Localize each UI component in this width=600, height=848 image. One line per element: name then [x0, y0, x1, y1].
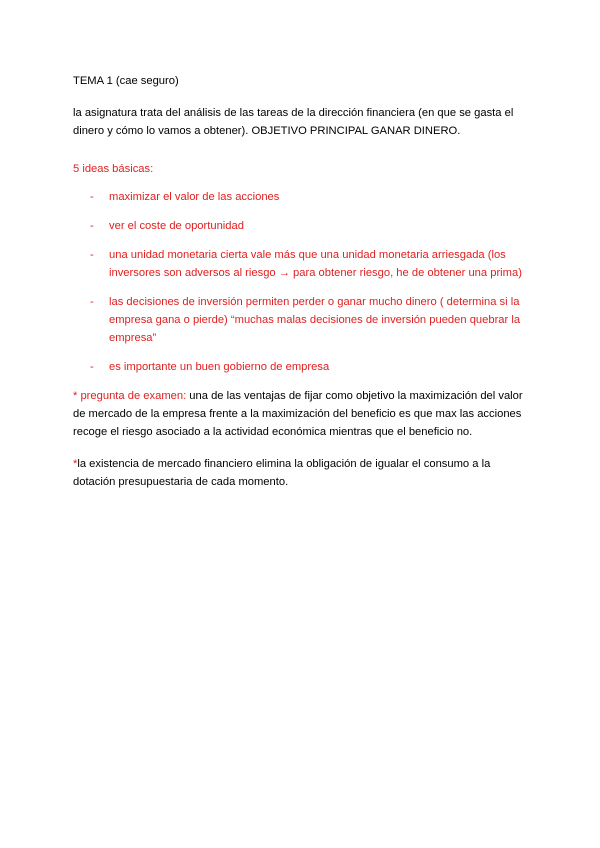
asterisk-marker: * — [73, 458, 78, 471]
exam-question-text: una de las ventajas de fijar como objetivo la maximización del valor de mercado de la empresa frente a la maximización del beneficio es que max las acciones recoge el riesgo asociado a la actividad económica mientras que el beneficio no. — [73, 390, 523, 439]
idea-text: las decisiones de inversión permiten perder o ganar mucho dinero ( determina si la empresa gana o pierde) “muchas malas decisiones de inversión pueden quebrar la empresa” — [109, 296, 521, 344]
bullet-dash: - — [90, 296, 94, 308]
financial-market-text: la existencia de mercado financiero elimina la obligación de igualar el consumo a la dotación presupuestaria de cada momento. — [73, 458, 491, 489]
financial-market-note — [73, 455, 533, 491]
bullet-dash: - — [90, 249, 94, 261]
list-item — [73, 358, 533, 376]
exam-question-label: * pregunta de examen: — [73, 390, 187, 403]
exam-question-note — [73, 387, 533, 441]
list-item — [73, 246, 533, 282]
bullet-dash: - — [90, 361, 94, 373]
document-page — [73, 72, 533, 505]
list-item — [73, 217, 533, 235]
ideas-heading: 5 ideas básicas: — [73, 163, 154, 175]
idea-text: ver el coste de oportunidad — [109, 220, 244, 232]
idea-text: maximizar el valor de las acciones — [109, 191, 280, 203]
ideas-list — [73, 188, 533, 376]
list-item — [73, 188, 533, 206]
list-item — [73, 293, 533, 347]
idea-text: es importante un buen gobierno de empresa — [109, 361, 330, 373]
intro-paragraph: la asignatura trata del análisis de las tareas de la dirección financiera (en que se gasta el dinero y cómo lo vamos a obtener). OBJETIVO PRINCIPAL GANAR DINERO. — [73, 107, 514, 137]
bullet-dash: - — [90, 220, 94, 232]
idea-text: una unidad monetaria cierta vale más que una unidad monetaria arriesgada (los inversores son adversos al riesgo → para obtener riesgo, he de obtener una prima) — [109, 249, 522, 279]
document-title: TEMA 1 (cae seguro) — [73, 75, 179, 87]
bullet-dash: - — [90, 191, 94, 203]
